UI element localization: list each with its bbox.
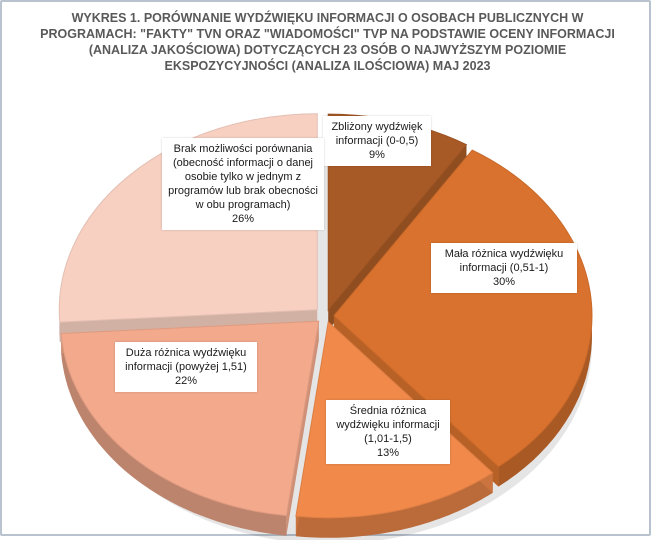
slice-label-1 (323, 116, 431, 166)
slice-label-3 (326, 400, 450, 464)
slice-value-label: 9% (369, 149, 385, 161)
slice-label-text: Zbliżony wydźwięk informacji (0-0,5) (331, 121, 423, 147)
slice-value-label: 26% (231, 213, 255, 225)
slice-label-4 (115, 342, 257, 392)
slice-label-5 (162, 138, 324, 230)
slice-label-text: Mała różnica wydźwięku informacji (0,51-1) (444, 248, 564, 274)
slice-label-2 (431, 243, 577, 293)
chart-title: WYKRES 1. PORÓWNANIE WYDŹWIĘKU INFORMACJI O OSOBACH PUBLICZNYCH W PROGRAMACH: "FAKTY" TVN ORAZ "WIADOMOŚCI" TVP NA PODSTAWIE OCENY INFORMACJI (ANALIZA JAKOŚCIOWA) DOTYCZĄCYCH 23 OSÓB O NAJWYŻSZYM POZIOMIE EKSPOZYCYJNOŚCI (ANALIZA ILOŚCIOWA) MAJ 2023 (40, 11, 615, 73)
slice-value-label: 22% (174, 375, 198, 387)
slice-label-text: Średnia różnica wydźwięku informacji (1,01-1,5) (336, 405, 440, 445)
slice-label-text: Duża różnica wydźwięku informacji (powyżej 1,51) (125, 347, 247, 373)
slice-value-label: 13% (376, 447, 400, 459)
slice-label-text: Brak możliwości porównania (obecność informacji o danej osobie tylko w jednym z programów lub brak obecności w obu programach) (168, 143, 318, 211)
slice-value-label: 30% (492, 276, 516, 288)
